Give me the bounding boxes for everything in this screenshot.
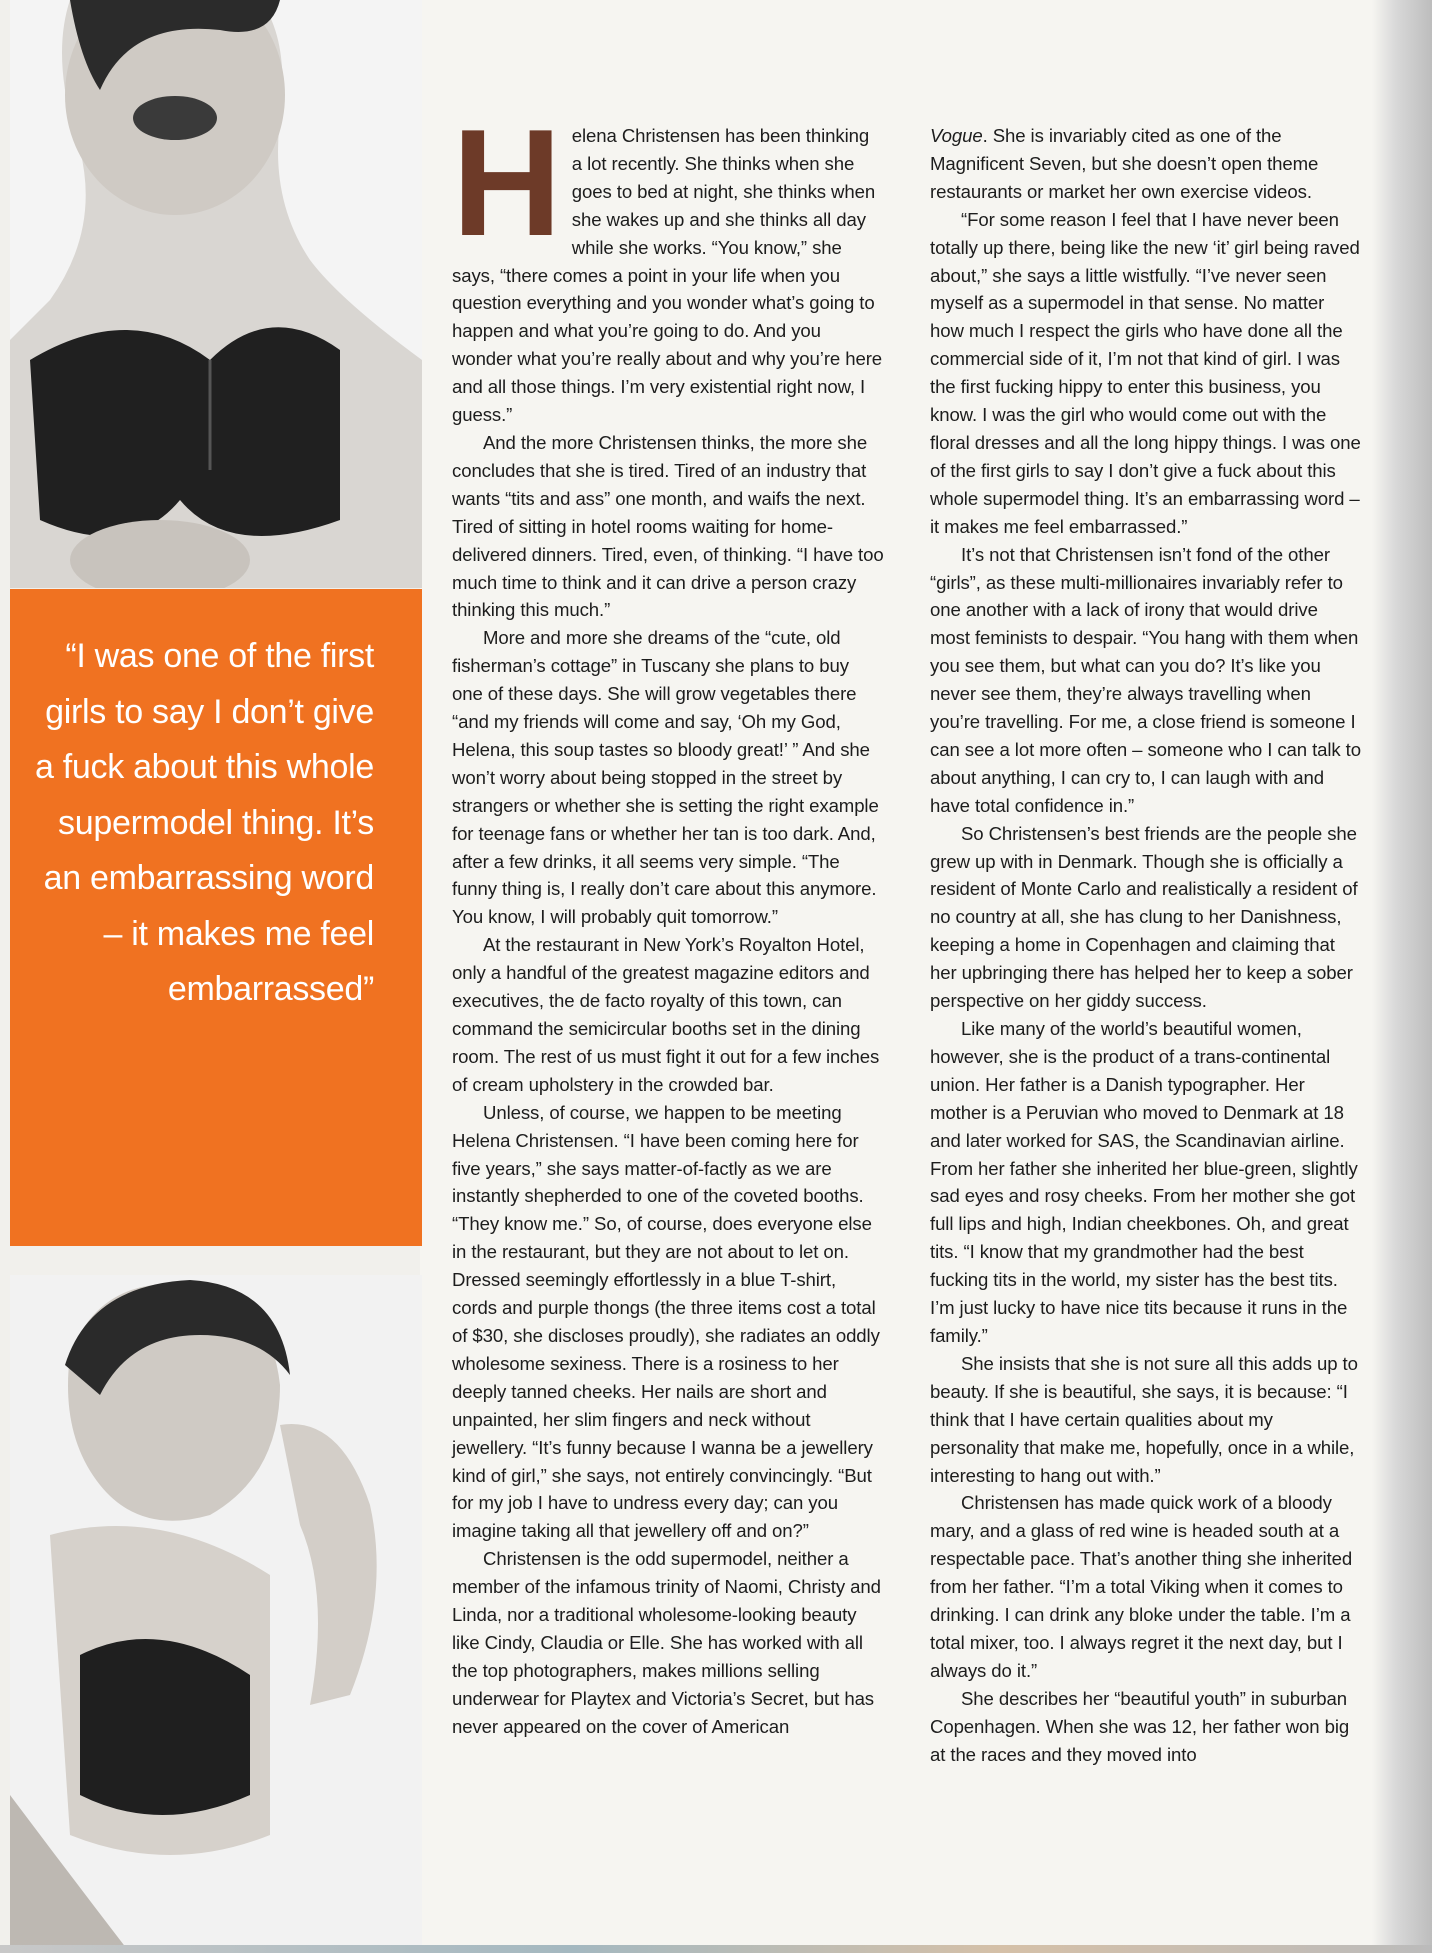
photo-top bbox=[10, 0, 422, 588]
article-paragraph bbox=[930, 122, 1362, 206]
article-paragraph: Christensen has made quick work of a bloody mary, and a glass of red wine is headed south at a respectable pace. That’s another thing she inherited from her father. “I’m a total Viking when it comes to drinking. I can drink any bloke under the table. I’m a total mixer, too. I always regret it the next day, but I always do it.” bbox=[930, 1492, 1353, 1681]
publication-name: Vogue bbox=[930, 125, 983, 146]
article-paragraph: Unless, of course, we happen to be meeting Helena Christensen. “I have been coming here for five years,” she says matter-of-factly as we are instantly shepherded to one of the coveted booths. “They know me.” So, of course, does everyone else in the restaurant, but they are not about to let on. Dressed seemingly effortlessly in a blue T-shirt, cords and purple thongs (the three items cost a total of $30, she discloses proudly), she radiates an oddly wholesome sexiness. There is a rosiness to her deeply tanned cheeks. Her nails are short and unpainted, her slim fingers and neck without jewellery. “It’s funny because I wanna be a jewellery kind of girl,” she says, not entirely convincingly. “But for my job I have to undress every day; can you imagine taking all that jewellery off and on?” bbox=[452, 1101, 880, 1542]
scan-bottom-strip bbox=[0, 1945, 1432, 1953]
article-paragraph: So Christensen’s best friends are the people she grew up with in Denmark. Though she is officially a resident of Monte Carlo and realistically a resident of no country at all, she has clung to her Danishness, keeping a home in Copenhagen and claiming that her upbringing there has helped her to keep a sober perspective on her giddy success. bbox=[930, 822, 1358, 1012]
article-paragraph: Like many of the world’s beautiful women, however, she is the product of a trans-continental union. Her father is a Danish typographer. Her mother is a Peruvian who moved to Denmark at 18 and later worked for SAS, the Scandinavian airline. From her father she inherited her blue-green, slightly sad eyes and rosy cheeks. From her mother she got full lips and high, Indian cheekbones. Oh, and great tits. “I know that my grandmother had the best fucking tits in the world, my sister has the best tits. I’m just lucky to have nice tits because it runs in the family.” bbox=[930, 1018, 1358, 1346]
article-paragraph: Christensen is the odd supermodel, neither a member of the infamous trinity of Naomi, Christy and Linda, nor a traditional wholesome-looking beauty like Cindy, Claudia or Elle. She has worked with all the top photographers, makes millions selling underwear for Playtex and Victoria’s Secret, but has never appeared on the cover of American bbox=[452, 1548, 881, 1737]
drop-cap: H bbox=[452, 98, 558, 268]
article-paragraph: More and more she dreams of the “cute, old fisherman’s cottage” in Tuscany she plans to buy one of these days. She will grow vegetables there “and my friends will come and say, ‘Oh my God, Helena, this soup tastes so bloody great!’ ” And she won’t worry about being stopped in the street by strangers or whether she is setting the right example for teenage fans or whether her tan is too dark. And, after a few drinks, it all seems very simple. “The funny thing is, I really don’t care about this anymore. You know, I will probably quit tomorrow.” bbox=[452, 627, 879, 928]
pull-quote-text: “I was one of the first girls to say I don’t give a fuck about this whole supermodel thing. It’s an embarrassing word – it makes me feel embarrassed” bbox=[35, 637, 374, 1008]
photo-bottom-image bbox=[10, 1275, 422, 1953]
article-paragraph: And the more Christensen thinks, the more she concludes that she is tired. Tired of an industry that wants “tits and ass” one month, and waifs the next. Tired of sitting in hotel rooms waiting for home-delivered dinners. Tired, even, of thinking. “I have too much time to think and it can drive a person crazy thinking this much.” bbox=[452, 431, 884, 621]
article-paragraph: “For some reason I feel that I have never been totally up there, being like the new ‘it’ girl being raved about,” she says a little wistfully. “I’ve never seen myself as a supermodel in that sense. No matter how much I respect the girls who have done all the commercial side of it, I’m not that kind of girl. I was the first fucking hippy to enter this business, you know. I was the girl who would come out with the floral dresses and all the long hippy things. I was one of the first girls to say I don’t give a fuck about this whole supermodel thing. It’s an embarrassing word – it makes me feel embarrassed.” bbox=[930, 208, 1361, 537]
article-paragraph: It’s not that Christensen isn’t fond of the other “girls”, as these multi-millionaires invariably refer to one another with a lack of irony that would drive most feminists to despair. “You hang with them when you see them, but what can you do? It’s like you never see them, they’re always travelling when you’re travelling. For me, a close friend is someone I can see a lot more often – someone who I can talk to about anything, I can cry to, I can laugh with and have total confidence in.” bbox=[930, 543, 1361, 816]
article-paragraph: At the restaurant in New York’s Royalton Hotel, only a handful of the greatest magazine editors and executives, the de facto royalty of this town, can command the semicircular booths set in the dining room. The rest of us must fight it out for a few inches of cream upholstery in the crowded bar. bbox=[452, 934, 880, 1095]
paragraph-text: elena Christensen has been thinking a lot recently. She thinks when she goes to bed at night, she thinks when she wakes up and she thinks all day while she works. “You know,” she says, “there comes a point in your life when you question everything and you wonder what’s going to happen and what you’re going to do. And you wonder what you’re really about and why you’re here and all those things. I’m very existential right now, I guess.” bbox=[452, 125, 883, 426]
paragraph-text: . She is invariably cited as one of the Magnificent Seven, but she doesn’t open theme restaurants or market her own exercise videos. bbox=[930, 125, 1319, 202]
article-column-2 bbox=[930, 122, 1362, 1768]
photo-bottom bbox=[10, 1275, 422, 1953]
article-column-1 bbox=[452, 98, 884, 1741]
photo-top-image bbox=[10, 0, 422, 588]
scan-page-edge bbox=[1372, 0, 1432, 1953]
article-paragraph bbox=[452, 98, 884, 429]
pull-quote-box bbox=[10, 589, 422, 1246]
article-paragraph: She describes her “beautiful youth” in suburban Copenhagen. When she was 12, her father won big at the races and they moved into bbox=[930, 1687, 1350, 1765]
article-paragraph: She insists that she is not sure all this adds up to beauty. If she is beautiful, she says, it is because: “I think that I have certain qualities about my personality that make me, hopefully, once in a while, interesting to hang out with.” bbox=[930, 1352, 1358, 1486]
